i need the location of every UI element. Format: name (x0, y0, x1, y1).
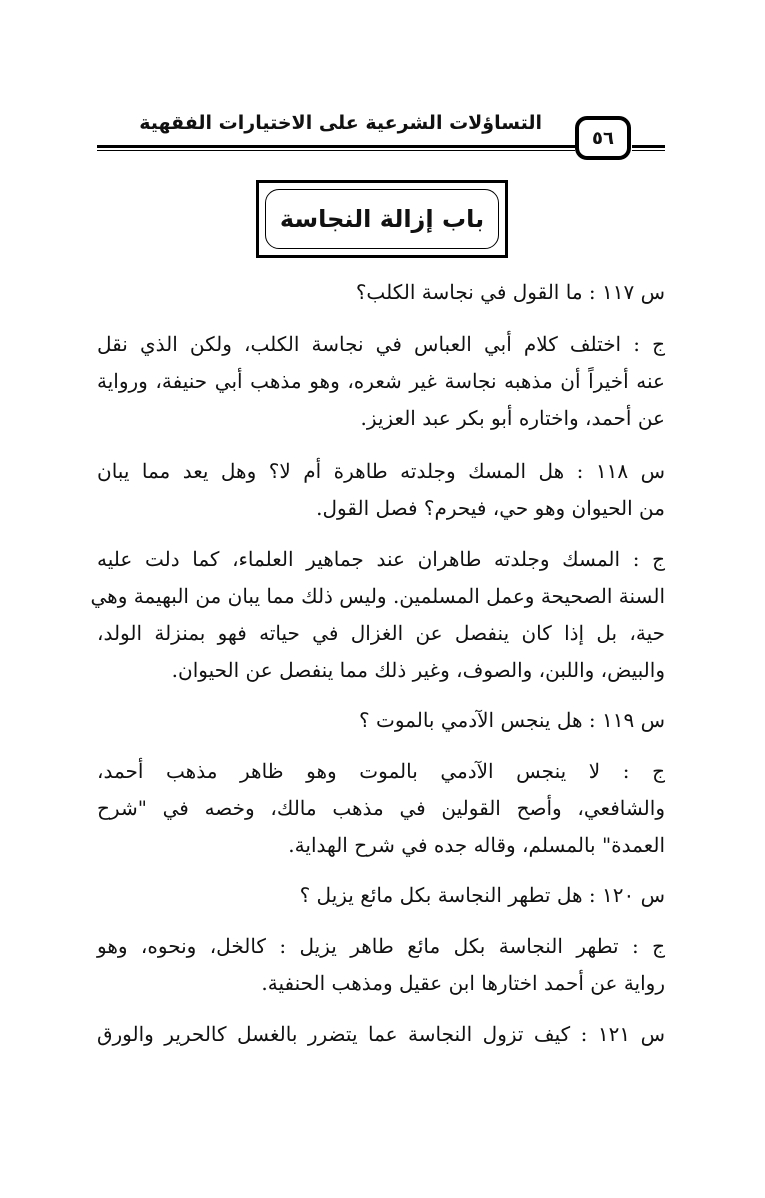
chapter-title-frame (256, 180, 508, 258)
answer-119-line-3: العمدة" بالمسلم، وقاله جده في شرح الهداية. (288, 833, 665, 857)
question-120: س ١٢٠ : هل تطهر النجاسة بكل مائع يزيل ؟ (299, 883, 665, 907)
header-rule-thick-right (632, 145, 665, 148)
answer-117-line-3: عن أحمد، واختاره أبو بكر عبد العزيز. (360, 406, 665, 430)
running-header-title: التساؤلات الشرعية على الاختيارات الفقهية (139, 112, 542, 134)
page-number-badge (575, 116, 631, 160)
chapter-title-inner-frame (265, 189, 499, 249)
header-rule-thin (97, 150, 575, 151)
answer-120-line-2: رواية عن أحمد اختارها ابن عقيل ومذهب الحنفية. (261, 971, 665, 995)
question-118-line-1: س ١١٨ : هل المسك وجلدته طاهرة أم لا؟ وهل يعد مما يبان (97, 459, 665, 483)
header-rule-thick (97, 145, 575, 148)
answer-119-line-2: والشافعي، وأصح القولين في مذهب مالك، وخصه في "شرح (97, 796, 665, 820)
answer-118-line-4: والبيض، واللبن، والصوف، وغير ذلك مما ينفصل عن الحيوان. (171, 658, 665, 682)
question-117: س ١١٧ : ما القول في نجاسة الكلب؟ (355, 280, 665, 304)
chapter-title: باب إزالة النجاسة (279, 205, 485, 233)
question-121: س ١٢١ : كيف تزول النجاسة عما يتضرر بالغسل كالحرير والورق (97, 1022, 665, 1046)
header-rule-thin-right (632, 150, 665, 151)
answer-118-line-3: حية، بل إذا كان ينفصل عن الغزال في حياته فهو بمنزلة الولد، (97, 621, 665, 645)
answer-117-line-2: عنه أخيراً أن مذهبه نجاسة غير شعره، وهو مذهب أبي حنيفة، ورواية (97, 369, 665, 393)
page-number: ٥٦ (592, 127, 614, 149)
answer-120-line-1: ج : تطهر النجاسة بكل مائع طاهر يزيل : كالخل، ونحوه، وهو (97, 934, 665, 958)
question-119: س ١١٩ : هل ينجس الآدمي بالموت ؟ (359, 708, 665, 732)
answer-118-line-1: ج : المسك وجلدته طاهران عند جماهير العلماء، كما دلت عليه (97, 547, 665, 571)
answer-119-line-1: ج : لا ينجس الآدمي بالموت وهو ظاهر مذهب أحمد، (97, 759, 665, 783)
answer-117-line-1: ج : اختلف كلام أبي العباس في نجاسة الكلب، ولكن الذي نقل (97, 332, 665, 356)
question-118-line-2: من الحيوان وهو حي، فيحرم؟ فصل القول. (316, 496, 665, 520)
answer-118-line-2: السنة الصحيحة وعمل المسلمين. وليس ذلك مما يبان من البهيمة وهي (90, 584, 665, 608)
